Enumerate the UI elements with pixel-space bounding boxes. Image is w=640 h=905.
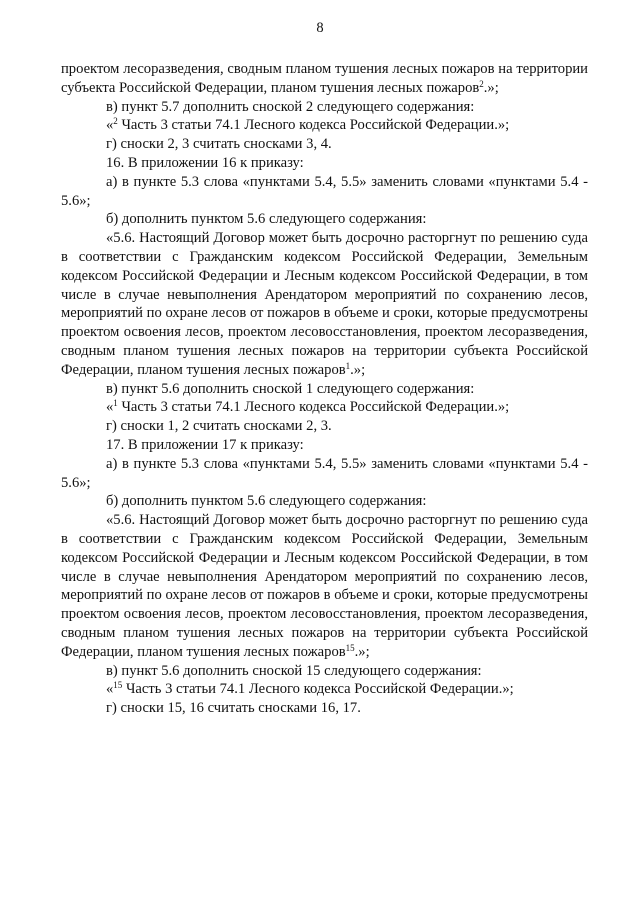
page-number: 8 xyxy=(316,20,324,36)
paragraph-prefix: « xyxy=(106,399,114,416)
paragraph-text: г) сноски 2, 3 считать сносками 3, 4. xyxy=(106,136,332,153)
paragraph-p4 xyxy=(61,135,588,154)
paragraph-p16 xyxy=(61,662,588,681)
paragraph-suffix: .»; xyxy=(354,643,370,660)
footnote-marker: 15 xyxy=(113,680,123,691)
paragraph-suffix: .»; xyxy=(350,361,366,378)
paragraph-p17 xyxy=(61,680,588,699)
paragraph-text: 16. В приложении 16 к приказу: xyxy=(106,154,304,171)
paragraph-text: а) в пункте 5.3 слова «пунктами 5.4, 5.5» заменить словами «пунктами 5.4 - 5.6»; xyxy=(61,455,588,491)
paragraph-text: Часть 3 статьи 74.1 Лесного кодекса Российской Федерации.»; xyxy=(122,681,514,698)
paragraph-text: в) пункт 5.6 дополнить сноской 15 следующего содержания: xyxy=(106,662,482,679)
paragraph-text: в) пункт 5.6 дополнить сноской 1 следующего содержания: xyxy=(106,380,475,397)
paragraph-p8 xyxy=(61,229,588,379)
paragraph-text: г) сноски 1, 2 считать сносками 2, 3. xyxy=(106,418,332,435)
paragraph-p15 xyxy=(61,511,588,661)
paragraph-p13 xyxy=(61,455,588,493)
paragraph-p14 xyxy=(61,492,588,511)
paragraph-text: 17. В приложении 17 к приказу: xyxy=(106,436,304,453)
paragraph-p3 xyxy=(61,116,588,135)
paragraph-prefix: « xyxy=(106,681,114,698)
footnote-marker: 1 xyxy=(113,398,118,409)
footnote-marker: 2 xyxy=(479,78,484,89)
paragraph-text: «5.6. Настоящий Договор может быть досрочно расторгнут по решению суда в соответствии с Гражданским кодексом Российской Федерации, Земельным кодексом Российской Федерации и Лесным кодексом Российской Федерации, в том числе в случае невыполнения Арендатором мероприятий по сохранению лесов, мероприятий по охране лесов от пожаров в объеме и сроки, которые предусмотрены проектом освоения лесов, проектом лесовосстановления, проектом лесоразведения, сводным планом тушения лесных пожаров на территории субъекта Российской Федерации, планом тушения лесных пожаров xyxy=(61,230,588,378)
document-body xyxy=(61,60,588,718)
paragraph-text: г) сноски 15, 16 считать сносками 16, 17. xyxy=(106,700,361,717)
paragraph-p5 xyxy=(61,154,588,173)
paragraph-text: Часть 3 статьи 74.1 Лесного кодекса Российской Федерации.»; xyxy=(117,399,510,416)
paragraph-p11 xyxy=(61,417,588,436)
paragraph-p12 xyxy=(61,436,588,455)
paragraph-p6 xyxy=(61,173,588,211)
paragraph-p1 xyxy=(61,60,588,98)
paragraph-p2 xyxy=(61,98,588,117)
footnote-marker: 1 xyxy=(345,360,351,371)
paragraph-text: в) пункт 5.7 дополнить сноской 2 следующего содержания: xyxy=(106,98,475,115)
paragraph-p10 xyxy=(61,398,588,417)
paragraph-suffix: .»; xyxy=(483,79,499,96)
paragraph-text: проектом лесоразведения, сводным планом тушения лесных пожаров на территории субъекта Российской Федерации, планом тушения лесных пожаров xyxy=(61,61,588,96)
paragraph-text: «5.6. Настоящий Договор может быть досрочно расторгнут по решению суда в соответствии с Гражданским кодексом Российской Федерации, Земельным кодексом Российской Федерации и Лесным кодексом Российской Федерации, в том числе в случае невыполнения Арендатором мероприятий по сохранению лесов, мероприятий по охране лесов от пожаров в объеме и сроки, которые предусмотрены проектом освоения лесов, проектом лесовосстановления, проектом лесоразведения, сводным планом тушения лесных пожаров на территории субъекта Российской Федерации, планом тушения лесных пожаров xyxy=(61,512,588,660)
paragraph-p9 xyxy=(61,380,588,399)
paragraph-prefix: « xyxy=(106,117,114,134)
paragraph-text: б) дополнить пунктом 5.6 следующего содержания: xyxy=(106,211,427,228)
paragraph-text: а) в пункте 5.3 слова «пунктами 5.4, 5.5» заменить словами «пунктами 5.4 - 5.6»; xyxy=(61,173,588,209)
footnote-marker: 15 xyxy=(345,642,355,653)
paragraph-p18 xyxy=(61,699,588,718)
paragraph-text: Часть 3 статьи 74.1 Лесного кодекса Российской Федерации.»; xyxy=(117,117,510,134)
paragraph-text: б) дополнить пунктом 5.6 следующего содержания: xyxy=(106,493,427,510)
paragraph-p7 xyxy=(61,210,588,229)
footnote-marker: 2 xyxy=(113,116,118,127)
